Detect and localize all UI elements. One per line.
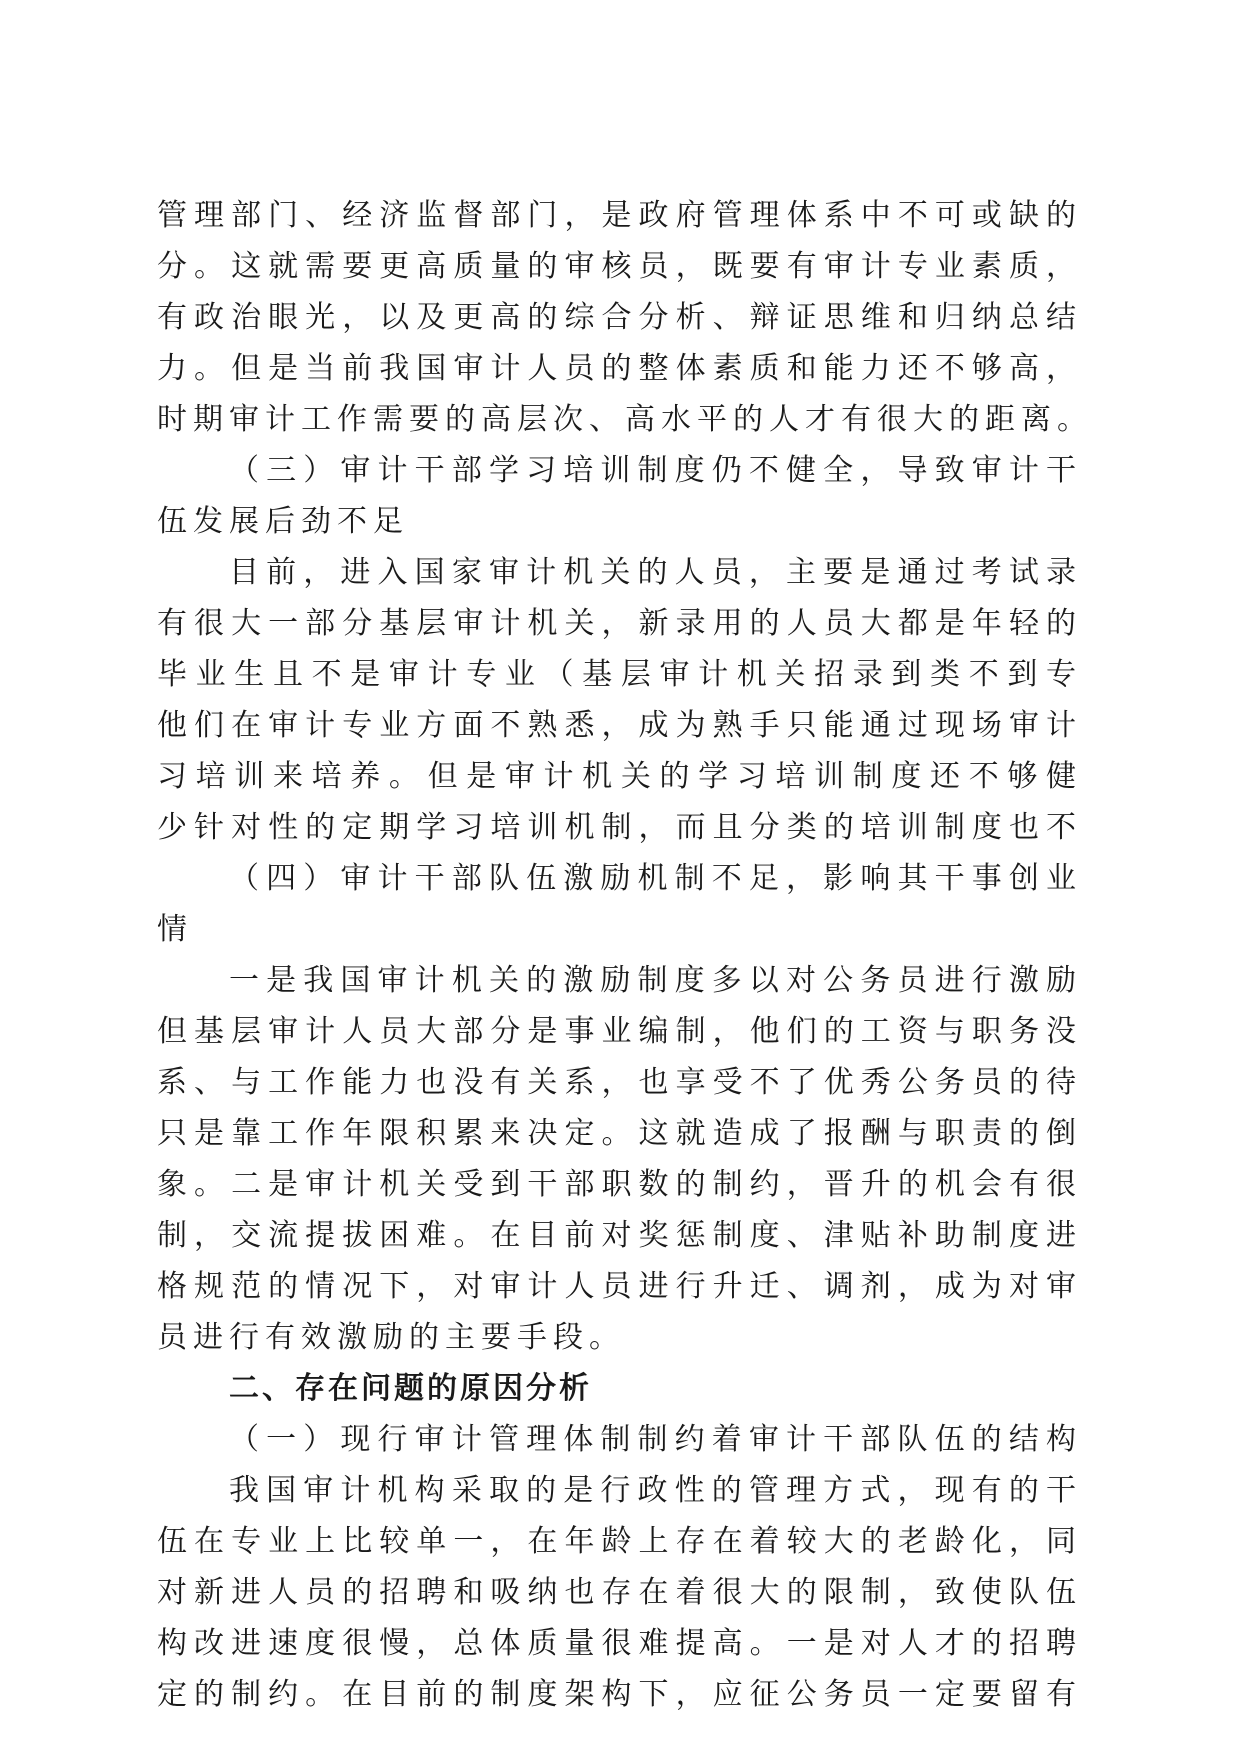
text-line: 伍发展后劲不足 [157, 504, 409, 539]
text-line: 员进行有效激励的主要手段。 [157, 1320, 625, 1355]
text-line: 我国审计机构采取的是行政性的管理方式，现有的干 [229, 1473, 1082, 1508]
text-line: 格规范的情况下，对审计人员进行升迁、调剂，成为对审 [157, 1269, 1082, 1304]
text-line: 情 [157, 912, 193, 947]
text-line: 习培训来培养。但是审计机关的学习培训制度还不够健 [157, 759, 1082, 794]
text-line: （三）审计干部学习培训制度仍不健全，导致审计干 [229, 453, 1082, 488]
text-line: 目前，进入国家审计机关的人员，主要是通过考试录 [229, 555, 1082, 590]
text-line: 但基层审计人员大部分是事业编制，他们的工资与职务没 [157, 1014, 1082, 1049]
text-line: 系、与工作能力也没有关系，也享受不了优秀公务员的待 [157, 1065, 1082, 1100]
text-line: 构改进速度很慢，总体质量很难提高。一是对人才的招聘 [157, 1626, 1082, 1661]
text-line: 分。这就需要更高质量的审核员，既要有审计专业素质， [157, 249, 1082, 284]
text-line: 管理部门、经济监督部门，是政府管理体系中不可或缺的 [157, 198, 1082, 233]
text-line: 伍在专业上比较单一，在年龄上存在着较大的老龄化，同 [157, 1524, 1082, 1559]
text-line: 力。但是当前我国审计人员的整体素质和能力还不够高， [157, 351, 1082, 386]
text-line: 定的制约。在目前的制度架构下，应征公务员一定要留有 [157, 1677, 1082, 1712]
text-line: 象。二是审计机关受到干部职数的制约，晋升的机会有很 [157, 1167, 1082, 1202]
text-line: 有很大一部分基层审计机关，新录用的人员大都是年轻的 [157, 606, 1082, 641]
document-body [157, 190, 1093, 1720]
text-line: 有政治眼光，以及更高的综合分析、辩证思维和归纳总结 [157, 300, 1082, 335]
text-line: 制，交流提拔困难。在目前对奖惩制度、津贴补助制度进 [157, 1218, 1082, 1253]
text-line: 只是靠工作年限积累来决定。这就造成了报酬与职责的倒 [157, 1116, 1082, 1151]
text-line: 毕业生且不是审计专业（基层审计机关招录到类不到专 [157, 657, 1082, 692]
text-line: 对新进人员的招聘和吸纳也存在着很大的限制，致使队伍 [157, 1575, 1082, 1610]
text-line: 他们在审计专业方面不熟悉，成为熟手只能通过现场审计 [157, 708, 1082, 743]
text-line: 时期审计工作需要的高层次、高水平的人才有很大的距离。 [157, 402, 1093, 437]
text-line: 一是我国审计机关的激励制度多以对公务员进行激励 [229, 963, 1082, 998]
text-line: 少针对性的定期学习培训机制，而且分类的培训制度也不 [157, 810, 1082, 845]
text-line: （一）现行审计管理体制制约着审计干部队伍的结构 [229, 1422, 1082, 1457]
section-heading: 二、存在问题的原因分析 [229, 1371, 592, 1406]
text-line: （四）审计干部队伍激励机制不足，影响其干事创业 [229, 861, 1082, 896]
